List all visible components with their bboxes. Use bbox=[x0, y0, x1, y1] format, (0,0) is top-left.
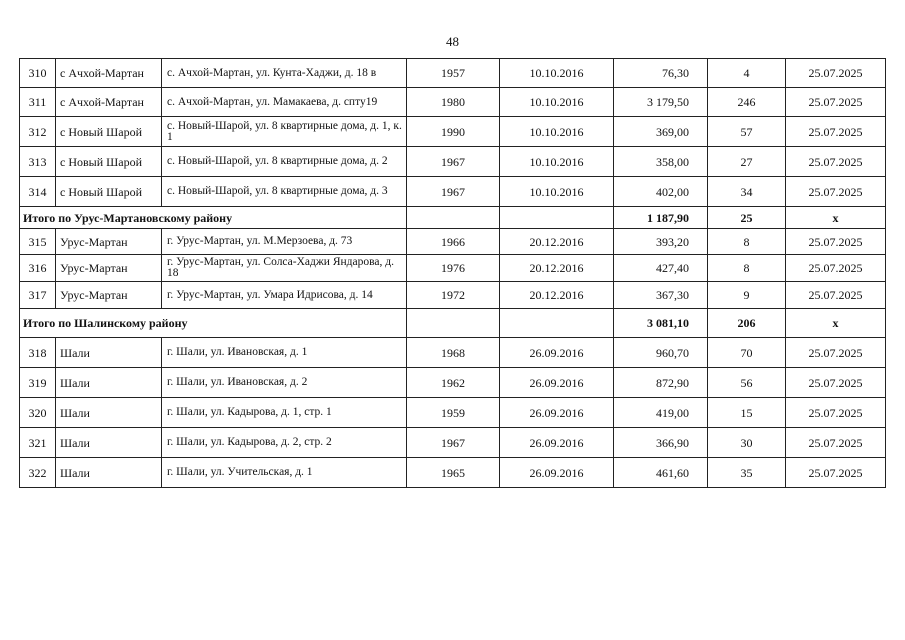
deadline-cell: 25.07.2025 bbox=[786, 368, 886, 398]
date-cell: 20.12.2016 bbox=[500, 282, 614, 309]
locality-cell: с Ачхой-Мартан bbox=[56, 59, 162, 88]
total-label: Итого по Шалинскому району bbox=[20, 309, 407, 338]
year-cell: 1980 bbox=[407, 88, 500, 117]
empty-cell bbox=[407, 207, 500, 229]
table-row bbox=[20, 368, 886, 398]
people-cell: 9 bbox=[708, 282, 786, 309]
total-row bbox=[20, 207, 886, 229]
row-number-cell: 316 bbox=[20, 255, 56, 282]
table-row bbox=[20, 177, 886, 207]
area-cell: 358,00 bbox=[614, 147, 708, 177]
people-cell: 8 bbox=[708, 255, 786, 282]
deadline-cell: 25.07.2025 bbox=[786, 59, 886, 88]
people-cell: 30 bbox=[708, 428, 786, 458]
row-number-cell: 312 bbox=[20, 117, 56, 147]
address-cell: с. Новый-Шарой, ул. 8 квартирные дома, д. 2 bbox=[162, 147, 407, 177]
table-row bbox=[20, 458, 886, 488]
year-cell: 1965 bbox=[407, 458, 500, 488]
deadline-cell: 25.07.2025 bbox=[786, 458, 886, 488]
area-cell: 367,30 bbox=[614, 282, 708, 309]
deadline-cell: 25.07.2025 bbox=[786, 428, 886, 458]
address-cell: с. Новый-Шарой, ул. 8 квартирные дома, д. 3 bbox=[162, 177, 407, 207]
deadline-cell: 25.07.2025 bbox=[786, 229, 886, 255]
people-cell: 27 bbox=[708, 147, 786, 177]
locality-cell: Урус-Мартан bbox=[56, 255, 162, 282]
date-cell: 26.09.2016 bbox=[500, 458, 614, 488]
people-cell: 70 bbox=[708, 338, 786, 368]
total-deadline-cell: х bbox=[786, 207, 886, 229]
year-cell: 1967 bbox=[407, 147, 500, 177]
year-cell: 1967 bbox=[407, 177, 500, 207]
address-cell: с. Ачхой-Мартан, ул. Кунта-Хаджи, д. 18 в bbox=[162, 59, 407, 88]
row-number-cell: 321 bbox=[20, 428, 56, 458]
people-cell: 57 bbox=[708, 117, 786, 147]
area-cell: 369,00 bbox=[614, 117, 708, 147]
year-cell: 1957 bbox=[407, 59, 500, 88]
date-cell: 10.10.2016 bbox=[500, 88, 614, 117]
people-cell: 4 bbox=[708, 59, 786, 88]
people-cell: 34 bbox=[708, 177, 786, 207]
address-cell: г. Шали, ул. Учительская, д. 1 bbox=[162, 458, 407, 488]
deadline-cell: 25.07.2025 bbox=[786, 147, 886, 177]
locality-cell: с Новый Шарой bbox=[56, 147, 162, 177]
total-row bbox=[20, 309, 886, 338]
date-cell: 26.09.2016 bbox=[500, 428, 614, 458]
address-cell: г. Урус-Мартан, ул. Солса-Хаджи Яндарова, д. 18 bbox=[162, 255, 407, 282]
total-deadline-cell: х bbox=[786, 309, 886, 338]
address-cell: г. Шали, ул. Ивановская, д. 1 bbox=[162, 338, 407, 368]
address-cell: г. Урус-Мартан, ул. Умара Идрисова, д. 14 bbox=[162, 282, 407, 309]
row-number-cell: 319 bbox=[20, 368, 56, 398]
locality-cell: Шали bbox=[56, 368, 162, 398]
date-cell: 10.10.2016 bbox=[500, 59, 614, 88]
deadline-cell: 25.07.2025 bbox=[786, 177, 886, 207]
page-number: 48 bbox=[446, 34, 459, 49]
area-cell: 402,00 bbox=[614, 177, 708, 207]
total-people-cell: 25 bbox=[708, 207, 786, 229]
people-cell: 8 bbox=[708, 229, 786, 255]
row-number-cell: 311 bbox=[20, 88, 56, 117]
table-row bbox=[20, 117, 886, 147]
year-cell: 1968 bbox=[407, 338, 500, 368]
table-row bbox=[20, 88, 886, 117]
deadline-cell: 25.07.2025 bbox=[786, 338, 886, 368]
address-cell: г. Урус-Мартан, ул. М.Мерзоева, д. 73 bbox=[162, 229, 407, 255]
date-cell: 26.09.2016 bbox=[500, 338, 614, 368]
total-area-cell: 1 187,90 bbox=[614, 207, 708, 229]
people-cell: 35 bbox=[708, 458, 786, 488]
locality-cell: Шали bbox=[56, 338, 162, 368]
locality-cell: с Новый Шарой bbox=[56, 177, 162, 207]
year-cell: 1959 bbox=[407, 398, 500, 428]
date-cell: 20.12.2016 bbox=[500, 229, 614, 255]
total-people-cell: 206 bbox=[708, 309, 786, 338]
year-cell: 1976 bbox=[407, 255, 500, 282]
locality-cell: Шали bbox=[56, 458, 162, 488]
area-cell: 960,70 bbox=[614, 338, 708, 368]
people-cell: 56 bbox=[708, 368, 786, 398]
date-cell: 26.09.2016 bbox=[500, 368, 614, 398]
empty-cell bbox=[407, 309, 500, 338]
deadline-cell: 25.07.2025 bbox=[786, 255, 886, 282]
area-cell: 366,90 bbox=[614, 428, 708, 458]
locality-cell: Шали bbox=[56, 398, 162, 428]
table-row bbox=[20, 59, 886, 88]
area-cell: 76,30 bbox=[614, 59, 708, 88]
locality-cell: с Ачхой-Мартан bbox=[56, 88, 162, 117]
table-row bbox=[20, 338, 886, 368]
empty-cell bbox=[500, 309, 614, 338]
address-cell: г. Шали, ул. Кадырова, д. 1, стр. 1 bbox=[162, 398, 407, 428]
empty-cell bbox=[500, 207, 614, 229]
area-cell: 461,60 bbox=[614, 458, 708, 488]
year-cell: 1972 bbox=[407, 282, 500, 309]
locality-cell: Урус-Мартан bbox=[56, 282, 162, 309]
table-row bbox=[20, 428, 886, 458]
date-cell: 10.10.2016 bbox=[500, 117, 614, 147]
total-area-cell: 3 081,10 bbox=[614, 309, 708, 338]
date-cell: 26.09.2016 bbox=[500, 398, 614, 428]
deadline-cell: 25.07.2025 bbox=[786, 88, 886, 117]
address-cell: г. Шали, ул. Ивановская, д. 2 bbox=[162, 368, 407, 398]
area-cell: 3 179,50 bbox=[614, 88, 708, 117]
year-cell: 1966 bbox=[407, 229, 500, 255]
year-cell: 1962 bbox=[407, 368, 500, 398]
table-row bbox=[20, 282, 886, 309]
year-cell: 1967 bbox=[407, 428, 500, 458]
row-number-cell: 315 bbox=[20, 229, 56, 255]
date-cell: 20.12.2016 bbox=[500, 255, 614, 282]
date-cell: 10.10.2016 bbox=[500, 177, 614, 207]
total-label: Итого по Урус-Мартановскому району bbox=[20, 207, 407, 229]
people-cell: 15 bbox=[708, 398, 786, 428]
deadline-cell: 25.07.2025 bbox=[786, 398, 886, 428]
row-number-cell: 313 bbox=[20, 147, 56, 177]
housing-table bbox=[19, 58, 886, 488]
area-cell: 393,20 bbox=[614, 229, 708, 255]
locality-cell: Шали bbox=[56, 428, 162, 458]
date-cell: 10.10.2016 bbox=[500, 147, 614, 177]
table-row bbox=[20, 229, 886, 255]
table-row bbox=[20, 147, 886, 177]
locality-cell: Урус-Мартан bbox=[56, 229, 162, 255]
people-cell: 246 bbox=[708, 88, 786, 117]
area-cell: 419,00 bbox=[614, 398, 708, 428]
year-cell: 1990 bbox=[407, 117, 500, 147]
row-number-cell: 318 bbox=[20, 338, 56, 368]
row-number-cell: 310 bbox=[20, 59, 56, 88]
row-number-cell: 322 bbox=[20, 458, 56, 488]
row-number-cell: 317 bbox=[20, 282, 56, 309]
row-number-cell: 314 bbox=[20, 177, 56, 207]
table-body bbox=[20, 59, 886, 488]
address-cell: с. Ачхой-Мартан, ул. Мамакаева, д. спту19 bbox=[162, 88, 407, 117]
table-row bbox=[20, 398, 886, 428]
locality-cell: с Новый Шарой bbox=[56, 117, 162, 147]
address-cell: г. Шали, ул. Кадырова, д. 2, стр. 2 bbox=[162, 428, 407, 458]
row-number-cell: 320 bbox=[20, 398, 56, 428]
address-cell: с. Новый-Шарой, ул. 8 квартирные дома, д. 1, к. 1 bbox=[162, 117, 407, 147]
area-cell: 872,90 bbox=[614, 368, 708, 398]
table-row bbox=[20, 255, 886, 282]
area-cell: 427,40 bbox=[614, 255, 708, 282]
deadline-cell: 25.07.2025 bbox=[786, 282, 886, 309]
deadline-cell: 25.07.2025 bbox=[786, 117, 886, 147]
